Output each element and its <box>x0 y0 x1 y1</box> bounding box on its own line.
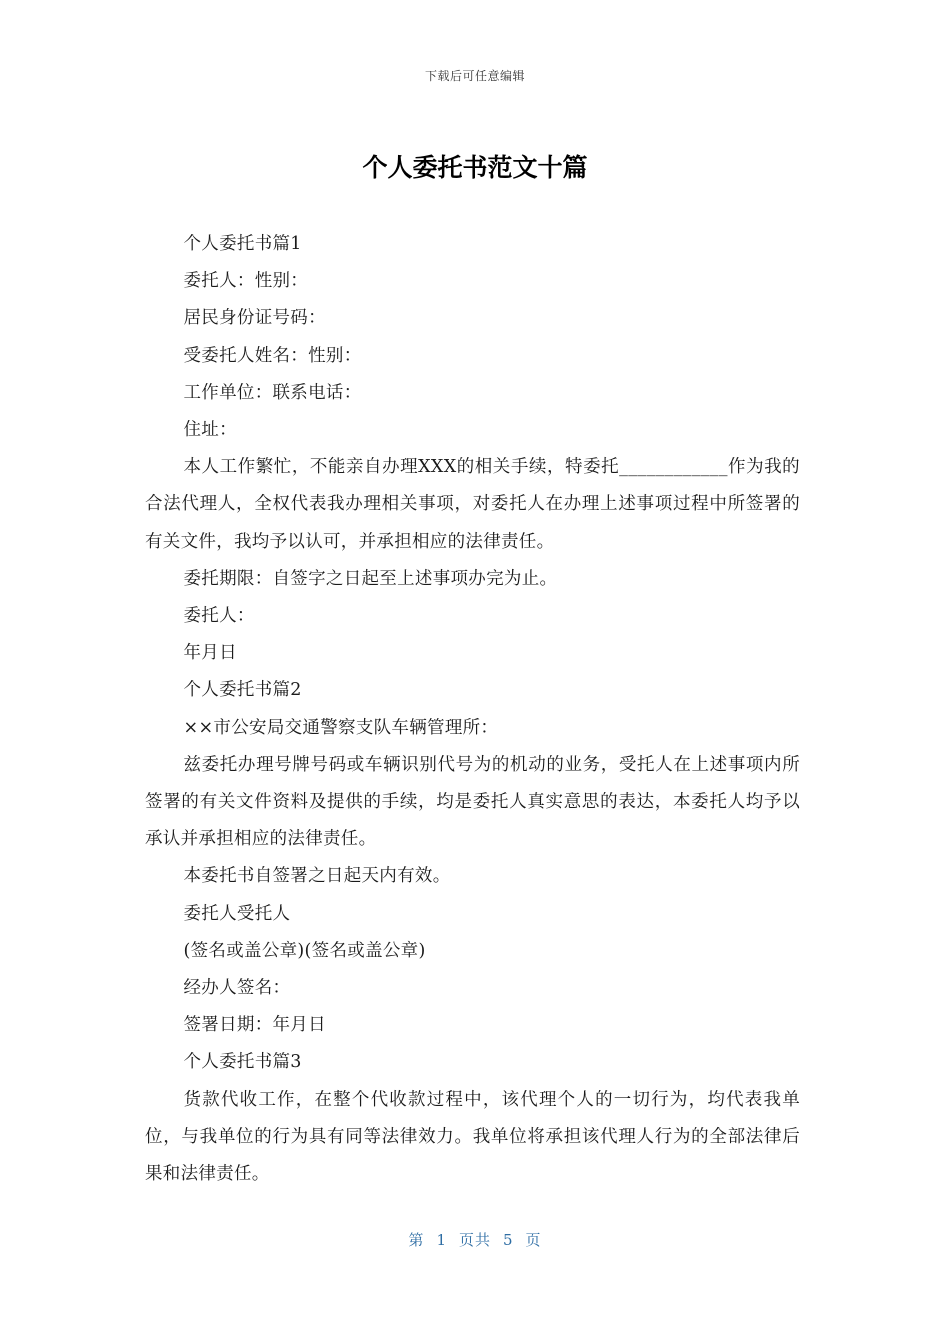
form-line: 年月日 <box>183 643 237 664</box>
page-number-footer <box>0 1229 950 1250</box>
header-note: 下载后可任意编辑 <box>424 69 525 83</box>
footer-page-number: 1 <box>436 1231 447 1249</box>
body-paragraph: 委托期限：自签字之日起至上述事项办完为止。 <box>183 568 558 589</box>
body-paragraph: 兹委托办理号牌号码或车辆识别代号为的机动的业务，受托人在上述事项内所签署的有关文件资料及提供的手续，均是委托人真实意思的表达，本委托人均予以承认并承担相应的法律责任。 <box>145 754 800 850</box>
body-paragraph: 本委托书自签署之日起天内有效。 <box>183 866 451 887</box>
form-line: 工作单位：联系电话： <box>183 382 362 403</box>
form-line: 签署日期：年月日 <box>183 1015 326 1036</box>
footer-middle: 页共 <box>458 1231 491 1249</box>
form-line: 受委托人姓名：性别： <box>183 345 362 366</box>
document-title: 个人委托书范文十篇 <box>362 153 588 182</box>
form-line: 居民身份证号码： <box>183 308 326 329</box>
section-heading: 个人委托书篇2 <box>183 680 302 701</box>
form-line: 委托人受托人 <box>183 903 291 924</box>
form-line: 住址： <box>183 420 237 441</box>
form-line: 委托人：性别： <box>183 271 309 292</box>
section-heading: 个人委托书篇1 <box>183 234 302 254</box>
footer-total-pages: 5 <box>503 1231 514 1249</box>
form-line: 经办人签名： <box>183 978 291 999</box>
body-paragraph: 货款代收工作，在整个代收款过程中，该代理个人的一切行为，均代表我单位，与我单位的行为具有同等法律效力。我单位将承担该代理人行为的全部法律后果和法律责任。 <box>145 1089 800 1185</box>
document-body <box>145 226 800 1193</box>
form-line: (签名或盖公章)(签名或盖公章) <box>183 940 426 961</box>
form-line: 委托人： <box>183 606 255 627</box>
section-heading: 个人委托书篇3 <box>183 1052 302 1073</box>
body-paragraph: 本人工作繁忙，不能亲自办理XXX的相关手续，特委托____________作为我的合法代理人，全权代表我办理相关事项，对委托人在办理上述事项过程中所签署的有关文件，我均予以认可，并承担相应的法律责任。 <box>145 457 800 552</box>
footer-suffix: 页 <box>525 1231 542 1249</box>
footer-prefix: 第 <box>408 1231 425 1249</box>
addressee-line: ××市公安局交通警察支队车辆管理所： <box>183 717 499 738</box>
